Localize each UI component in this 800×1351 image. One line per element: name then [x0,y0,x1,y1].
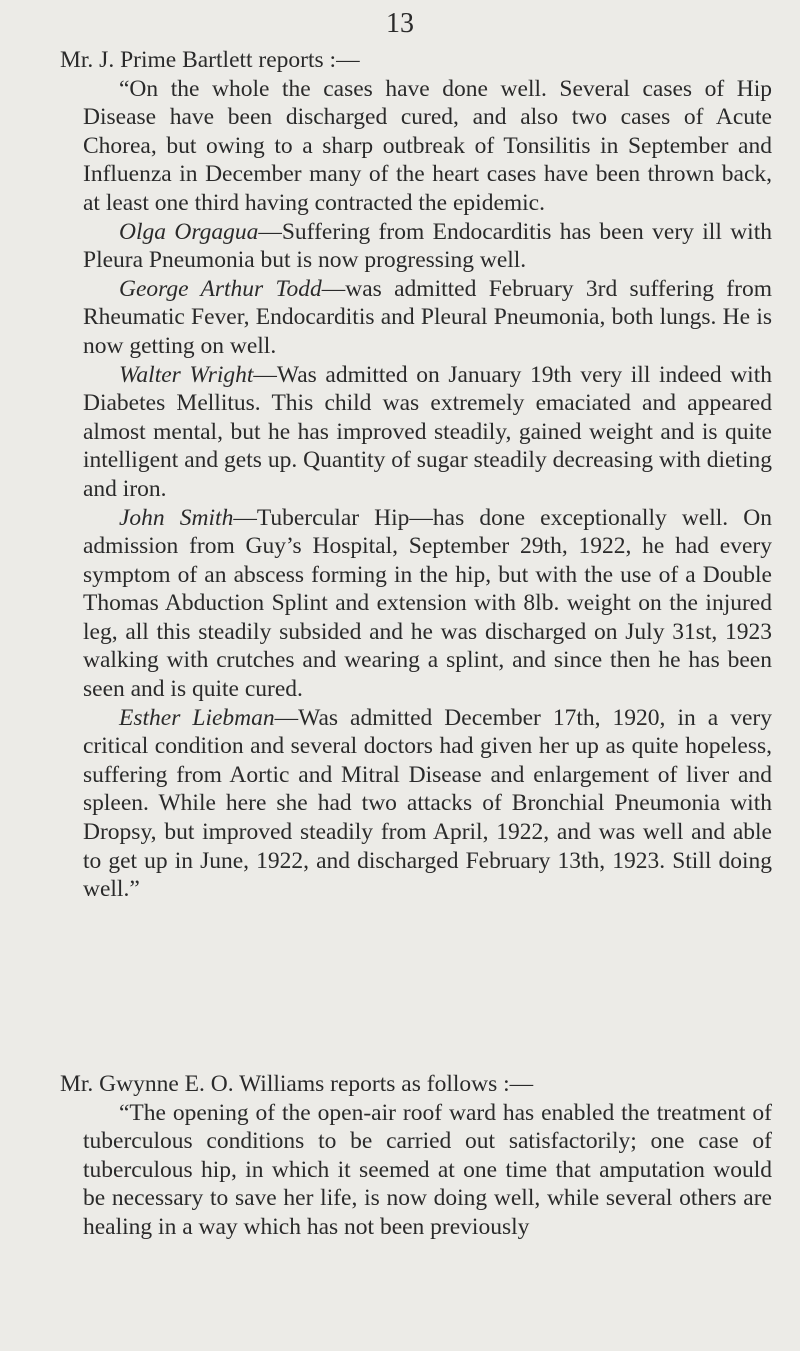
report-paragraph [60,1099,772,1242]
patient-name: Walter Wright [119,361,254,388]
patient-name: Esther Liebman [119,704,275,731]
paragraph-text: “The opening of the open-air roof ward has enabled the treatment of tuberculous conditions to be carried out satisfactorily; one case of tuberculous hip, in which it seemed at one time that amputation would be necessary to save her life, is now doing well, while several others are healing in a way which has not been previously [83,1099,772,1240]
paragraph-text: —Was admitted on January 19th very ill indeed with Diabetes Mellitus. This child was extremely emaciated and appeared almost mental, but he has improved steadily, gained weight and is quite intelligent and gets up. Quantity of sugar steadily decreasing with dieting and iron. [83,361,772,502]
patient-paragraph [60,504,772,704]
patient-name: Olga Orgagua [119,218,259,245]
paragraph-text: —Tubercular Hip—has done exceptionally well. On admission from Guy’s Hospital, September 29th, 1922, he had every symptom of an abscess forming in the hip, but with the use of a Double Thomas Abduction Splint and extension with 8lb. weight on the injured leg, all this steadily subsided and he was discharged on July 31st, 1923 walking with crutches and wearing a splint, and since then he has been seen and is quite cured. [83,504,772,703]
report-paragraph [60,75,772,218]
report-heading: Mr. Gwynne E. O. Williams reports as follows :— [60,1071,534,1097]
report-bartlett [60,46,772,904]
paragraph-text: —was admitted February 3rd suffering from Rheumatic Fever, Endocarditis and Pleural Pneumonia, both lungs. He is now getting on well. [83,275,772,359]
patient-paragraph [60,218,772,275]
paragraph-text: —Suffering from Endocarditis has been very ill with Pleura Pneumonia but is now progressing well. [83,218,772,274]
patient-name: George Arthur Todd [119,275,322,302]
patient-name: John Smith [119,504,234,531]
paragraph-text: —Was admitted December 17th, 1920, in a very critical condition and several doctors had given her up as quite hopeless, suffering from Aortic and Mitral Disease and enlargement of liver and spleen. While here she had two attacks of Bronchial Pneumonia with Dropsy, but improved steadily from April, 1922, and was well and able to get up in June, 1922, and discharged February 13th, 1923. Still doing well.” [83,704,772,903]
page-number: 13 [386,8,414,39]
report-williams [60,1070,772,1242]
paragraph-text: “On the whole the cases have done well. Several cases of Hip Disease have been discharged cured, and also two cases of Acute Chorea, but owing to a sharp outbreak of Tonsilitis in September and Influenza in December many of the heart cases have been thrown back, at least one third having contracted the epidemic. [83,75,772,216]
patient-paragraph [60,275,772,361]
patient-paragraph [60,361,772,504]
patient-paragraph [60,704,772,904]
report-heading: Mr. J. Prime Bartlett reports :— [60,47,360,73]
